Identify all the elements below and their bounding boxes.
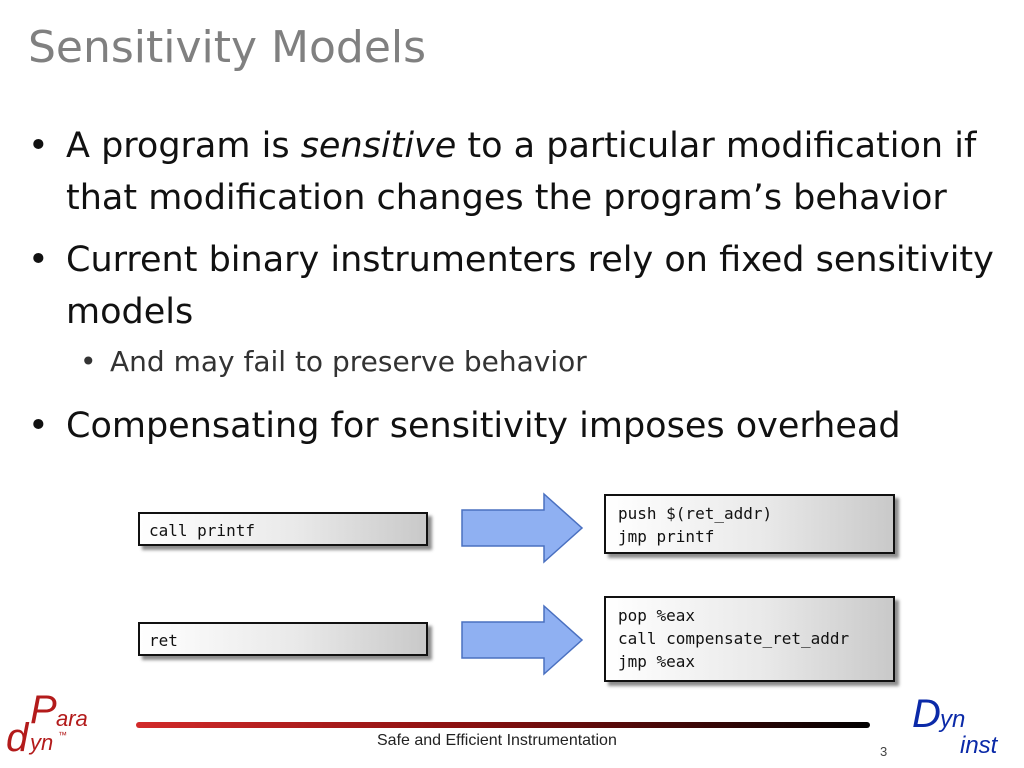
right-arrow-icon (460, 604, 584, 676)
dyninst-logo (900, 690, 1020, 766)
code-line: call compensate_ret_addr (618, 629, 850, 648)
page-number: 3 (880, 744, 888, 759)
slide-title: Sensitivity Models (28, 22, 427, 73)
bullet-text: Compensating for sensitivity imposes overhead (66, 406, 901, 446)
logo-text: yn (30, 730, 54, 755)
sub-bullet-text: And may fail to preserve behavior (110, 345, 587, 378)
bullet-item (28, 120, 1018, 224)
code-box-ret (138, 622, 428, 656)
logo-text: ara (56, 706, 88, 731)
code-line: call printf (149, 521, 255, 540)
code-line: ret (149, 631, 178, 650)
sub-bullet-item (28, 342, 1018, 382)
arrow-shape (462, 494, 582, 562)
logo-text: inst (960, 732, 998, 759)
bullet-list (28, 120, 1018, 462)
code-line: push $(ret_addr) (618, 504, 773, 523)
bullet-item (28, 234, 1018, 338)
logo-text: yn (940, 706, 966, 733)
code-line: pop %eax (618, 606, 696, 625)
footer-text: Safe and Efficient Instrumentation (377, 732, 617, 749)
bullet-text-pre: A program is (66, 126, 301, 166)
bullet-dot-icon: • (28, 240, 49, 280)
code-box-push-jmp (604, 494, 895, 554)
bullet-text: Current binary instrumenters rely on fixed sensitivity models (66, 240, 994, 332)
code-line: jmp printf (618, 527, 715, 546)
bullet-dot-icon: • (28, 406, 49, 446)
bullet-item (28, 400, 1018, 452)
arrow-shape (462, 606, 582, 674)
trademark-icon: ™ (58, 730, 67, 740)
code-line: jmp %eax (618, 652, 696, 671)
paradyn-logo (6, 688, 106, 764)
bullet-text-post: to a particular modification if that modification changes the program’s behavior (66, 126, 977, 218)
logo-letter: P (30, 688, 57, 732)
bullet-text-emphasis: sensitive (300, 126, 457, 166)
logo-letter: d (6, 716, 29, 760)
bullet-dot-icon: • (28, 126, 49, 166)
right-arrow-icon (460, 492, 584, 564)
bullet-dot-icon: • (80, 345, 97, 378)
logo-letter: D (912, 692, 941, 736)
footer-divider (136, 722, 870, 728)
code-box-call-printf (138, 512, 428, 546)
code-box-pop-call-jmp (604, 596, 895, 682)
